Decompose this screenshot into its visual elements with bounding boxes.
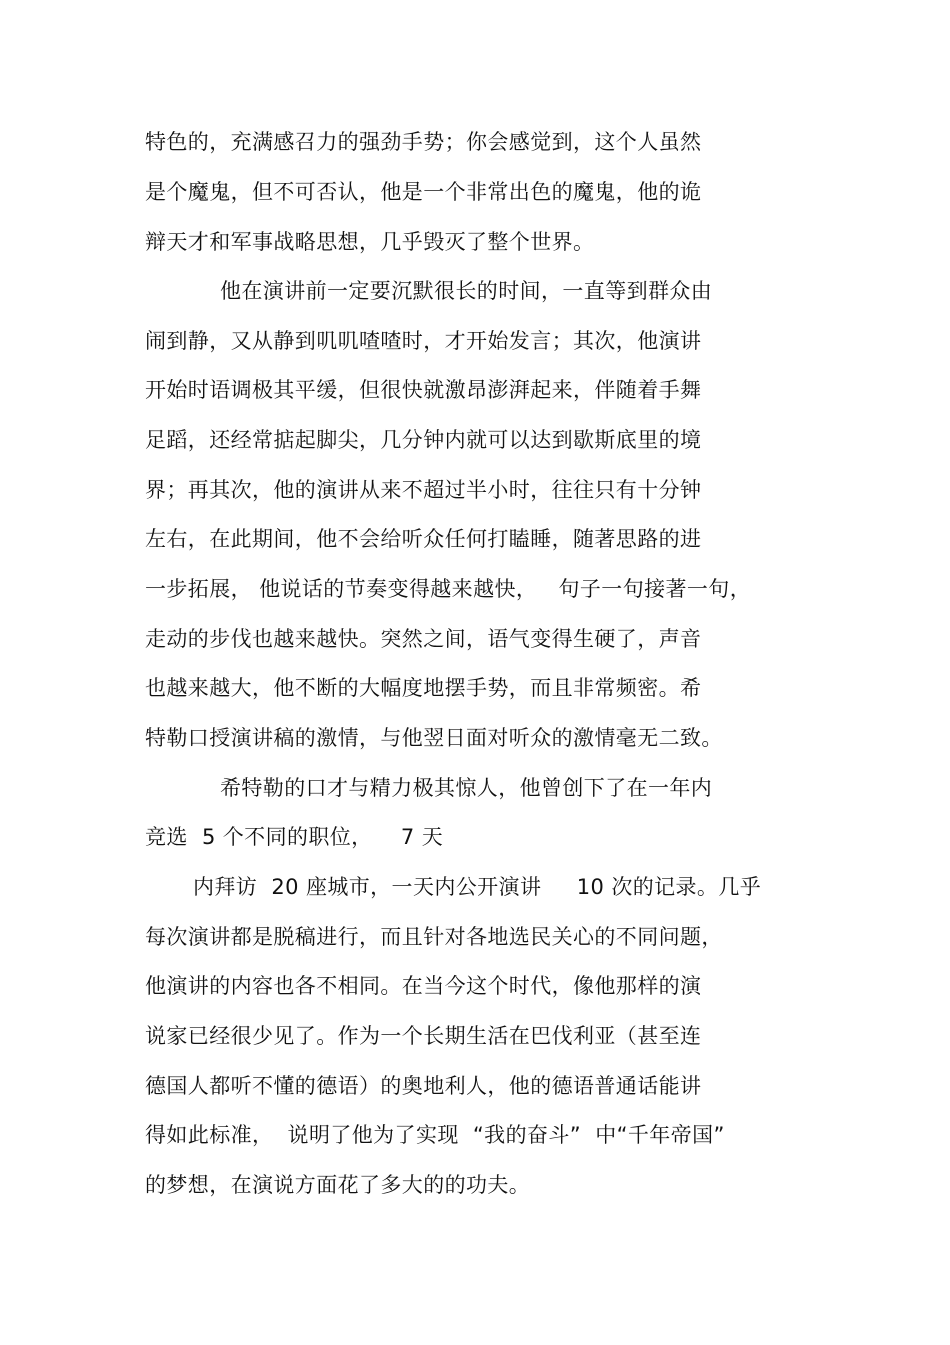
- text-line-13: 特勒口授演讲稿的激情，与他翌日面对听众的激情毫无二致。: [145, 726, 723, 750]
- text-line-3: 辩天才和军事战略思想，几乎毁灭了整个世界。: [145, 230, 595, 254]
- text-line-8: 界；再其次，他的演讲从来不超过半小时，往往只有十分钟: [145, 478, 702, 502]
- text-line-9: 左右，在此期间，他不会给听众任何打瞌睡，随著思路的进: [145, 527, 702, 551]
- text-line-11: 走动的步伐也越来越快。突然之间，语气变得生硬了，声音: [145, 627, 702, 651]
- text-line-5: 闹到静，又从静到叽叽喳喳时，才开始发言；其次，他演讲: [145, 329, 702, 353]
- text-line-17: 每次演讲都是脱稿进行，而且针对各地选民关心的不同问题，: [145, 925, 723, 949]
- text-line-22: 的梦想，在演说方面花了多大的的功夫。: [145, 1173, 531, 1197]
- text-line-4: 他在演讲前一定要沉默很长的时间，一直等到群众由: [220, 279, 713, 303]
- text-line-20: 德国人都听不懂的德语）的奥地利人，他的德语普通话能讲: [145, 1074, 702, 1098]
- text-line-6: 开始时语调极其平缓，但很快就激昂澎湃起来，伴随着手舞: [145, 378, 702, 402]
- text-line-12: 也越来越大，他不断的大幅度地摆手势，而且非常频密。希: [145, 676, 702, 700]
- text-line-18: 他演讲的内容也各不相同。在当今这个时代，像他那样的演: [145, 974, 702, 998]
- text-line-16: 内拜访 20 座城市，一天内公开演讲 10 次的记录。几乎: [193, 875, 762, 899]
- text-line-14: 希特勒的口才与精力极其惊人，他曾创下了在一年内: [220, 776, 713, 800]
- text-line-21: 得如此标准， 说明了他为了实现 “我的奋斗” 中“千年帝国”: [145, 1123, 725, 1147]
- text-line-15: 竞选 5 个不同的职位， 7 天: [145, 825, 444, 849]
- text-line-19: 说家已经很少见了。作为一个长期生活在巴伐利亚（甚至连: [145, 1024, 702, 1048]
- text-line-1: 特色的，充满感召力的强劲手势；你会感觉到，这个人虽然: [145, 130, 702, 154]
- text-line-10: 一步拓展， 他说话的节奏变得越来越快， 句子一句接著一句，: [145, 577, 752, 601]
- text-line-2: 是个魔鬼，但不可否认，他是一个非常出色的魔鬼，他的诡: [145, 180, 702, 204]
- text-line-7: 足蹈，还经常掂起脚尖，几分钟内就可以达到歇斯底里的境: [145, 428, 702, 452]
